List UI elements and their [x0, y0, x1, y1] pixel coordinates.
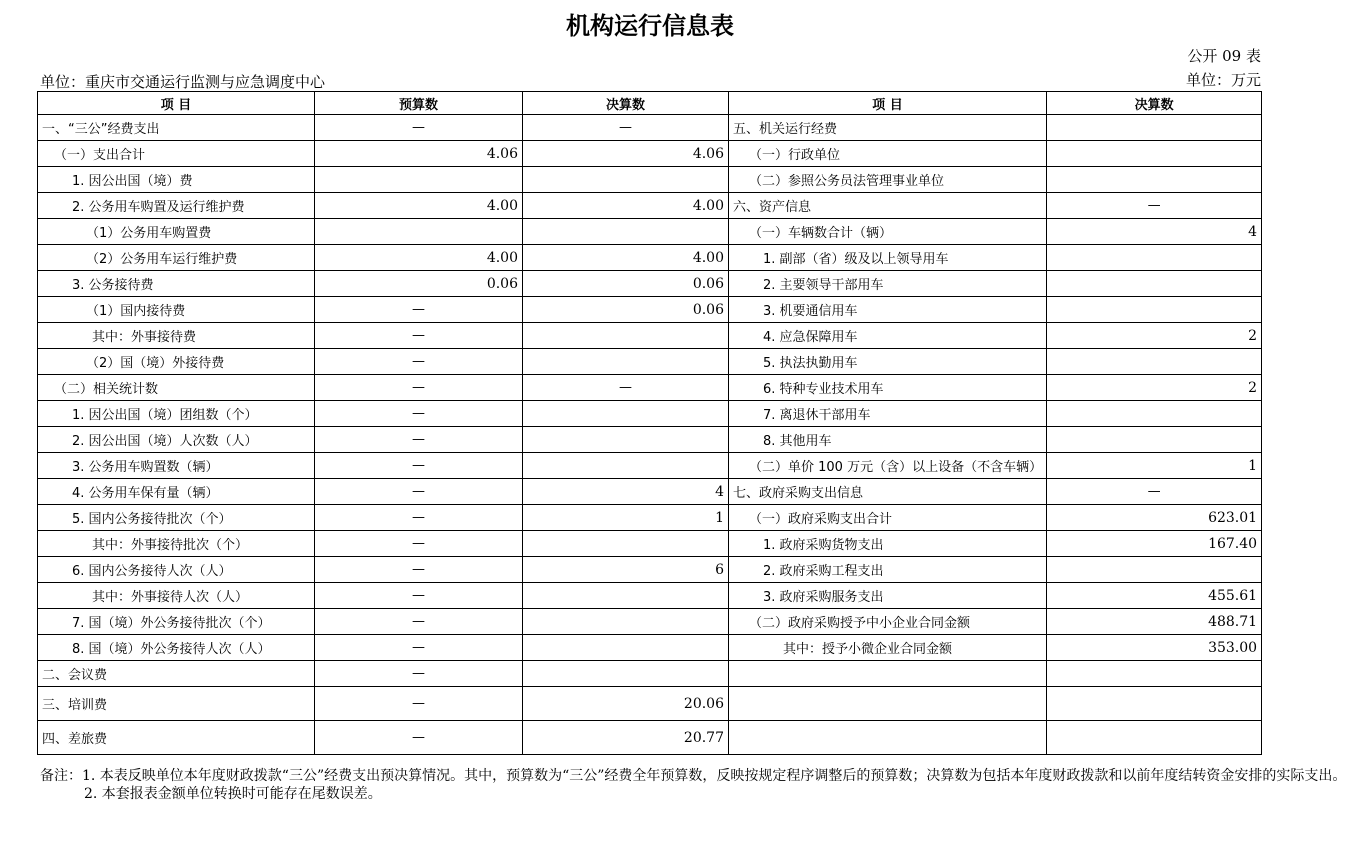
right-row-label [729, 661, 1047, 687]
budget-cell: — [315, 505, 523, 531]
header-item-right: 项 目 [729, 92, 1047, 115]
right-row-label [729, 721, 1047, 755]
final-cell [523, 609, 729, 635]
right-row-label: 五、机关运行经费 [729, 115, 1047, 141]
right-final-cell [1047, 115, 1262, 141]
right-row-label [729, 687, 1047, 721]
row-label: 一、“三公”经费支出 [38, 115, 315, 141]
final-cell: 20.06 [523, 687, 729, 721]
table-row [38, 505, 1262, 531]
table-row [38, 687, 1262, 721]
table-row [38, 323, 1262, 349]
header-final-right: 决算数 [1047, 92, 1262, 115]
final-cell: 4 [523, 479, 729, 505]
table-row [38, 609, 1262, 635]
final-cell [523, 583, 729, 609]
row-label: 四、差旅费 [38, 721, 315, 755]
row-label: 其中：外事接待批次（个） [38, 531, 315, 557]
budget-cell: 4.00 [315, 245, 523, 271]
row-label: 1. 因公出国（境）团组数（个） [38, 401, 315, 427]
right-final-cell: 623.01 [1047, 505, 1262, 531]
row-label: 5. 国内公务接待批次（个） [38, 505, 315, 531]
budget-cell: — [315, 479, 523, 505]
final-cell: 4.00 [523, 193, 729, 219]
right-final-cell [1047, 687, 1262, 721]
form-code: 公开 09 表 [1187, 47, 1261, 65]
right-final-cell: 2 [1047, 375, 1262, 401]
right-row-label: 3. 机要通信用车 [729, 297, 1047, 323]
row-label: 7. 国（境）外公务接待批次（个） [38, 609, 315, 635]
notes [40, 767, 1357, 803]
table-row [38, 531, 1262, 557]
row-label: 其中：外事接待费 [38, 323, 315, 349]
table-row [38, 401, 1262, 427]
right-row-label: 2. 主要领导干部用车 [729, 271, 1047, 297]
right-row-label: （二）单价 100 万元（含）以上设备（不含车辆） [729, 453, 1047, 479]
right-final-cell [1047, 721, 1262, 755]
right-final-cell [1047, 661, 1262, 687]
final-cell: 1 [523, 505, 729, 531]
right-row-label: （一）政府采购支出合计 [729, 505, 1047, 531]
right-row-label: 5. 执法执勤用车 [729, 349, 1047, 375]
right-row-label: 3. 政府采购服务支出 [729, 583, 1047, 609]
page-title: 机构运行信息表 [566, 12, 734, 40]
row-label: 2. 公务用车购置及运行维护费 [38, 193, 315, 219]
row-label: （1）公务用车购置费 [38, 219, 315, 245]
right-final-cell [1047, 271, 1262, 297]
budget-cell: — [315, 297, 523, 323]
info-table [37, 91, 1262, 755]
budget-cell: 0.06 [315, 271, 523, 297]
note-line-2: 2. 本套报表金额单位转换时可能存在尾数误差。 [84, 786, 382, 802]
row-label: 3. 公务接待费 [38, 271, 315, 297]
table-body [38, 115, 1262, 755]
right-final-cell: 353.00 [1047, 635, 1262, 661]
final-cell: 0.06 [523, 297, 729, 323]
budget-cell: 4.00 [315, 193, 523, 219]
budget-cell: — [315, 349, 523, 375]
right-final-cell: — [1047, 479, 1262, 505]
table-row [38, 297, 1262, 323]
table-row [38, 115, 1262, 141]
table-row [38, 141, 1262, 167]
header-final: 决算数 [523, 92, 729, 115]
header-item: 项 目 [38, 92, 315, 115]
right-row-label: 4. 应急保障用车 [729, 323, 1047, 349]
row-label: 3. 公务用车购置数（辆） [38, 453, 315, 479]
right-final-cell: 488.71 [1047, 609, 1262, 635]
row-label: 1. 因公出国（境）费 [38, 167, 315, 193]
right-final-cell: 167.40 [1047, 531, 1262, 557]
table-row [38, 557, 1262, 583]
budget-cell: — [315, 323, 523, 349]
table-row [38, 427, 1262, 453]
right-row-label: 7. 离退休干部用车 [729, 401, 1047, 427]
table-row [38, 219, 1262, 245]
final-cell [523, 323, 729, 349]
right-final-cell: 1 [1047, 453, 1262, 479]
final-cell [523, 219, 729, 245]
final-cell [523, 661, 729, 687]
right-final-cell: 455.61 [1047, 583, 1262, 609]
final-cell: — [523, 375, 729, 401]
right-final-cell [1047, 557, 1262, 583]
budget-cell: — [315, 583, 523, 609]
right-row-label: （一）行政单位 [729, 141, 1047, 167]
final-cell [523, 349, 729, 375]
final-cell [523, 531, 729, 557]
table-row [38, 721, 1262, 755]
budget-cell: — [315, 115, 523, 141]
final-cell [523, 401, 729, 427]
row-label: （1）国内接待费 [38, 297, 315, 323]
row-label: 其中：外事接待人次（人） [38, 583, 315, 609]
table-row [38, 661, 1262, 687]
final-cell: 6 [523, 557, 729, 583]
row-label: 4. 公务用车保有量（辆） [38, 479, 315, 505]
budget-cell: — [315, 453, 523, 479]
right-row-label: 2. 政府采购工程支出 [729, 557, 1047, 583]
budget-cell: — [315, 687, 523, 721]
right-final-cell: — [1047, 193, 1262, 219]
budget-cell: — [315, 531, 523, 557]
table-row [38, 245, 1262, 271]
final-cell [523, 167, 729, 193]
right-final-cell [1047, 427, 1262, 453]
budget-cell: — [315, 427, 523, 453]
budget-cell [315, 167, 523, 193]
row-label: （一）支出合计 [38, 141, 315, 167]
table-row [38, 167, 1262, 193]
table-row [38, 583, 1262, 609]
right-row-label: （二）政府采购授予中小企业合同金额 [729, 609, 1047, 635]
right-final-cell [1047, 141, 1262, 167]
table-row [38, 193, 1262, 219]
table-row [38, 635, 1262, 661]
budget-cell: — [315, 375, 523, 401]
right-row-label: 六、资产信息 [729, 193, 1047, 219]
right-final-cell [1047, 349, 1262, 375]
header-budget: 预算数 [315, 92, 523, 115]
table-row [38, 375, 1262, 401]
right-row-label: 6. 特种专业技术用车 [729, 375, 1047, 401]
right-final-cell: 2 [1047, 323, 1262, 349]
final-cell [523, 453, 729, 479]
table-header-row [38, 92, 1262, 115]
row-label: （2）国（境）外接待费 [38, 349, 315, 375]
row-label: 2. 因公出国（境）人次数（人） [38, 427, 315, 453]
budget-cell: — [315, 557, 523, 583]
budget-cell: — [315, 401, 523, 427]
right-row-label: 8. 其他用车 [729, 427, 1047, 453]
right-row-label: 七、政府采购支出信息 [729, 479, 1047, 505]
right-final-cell [1047, 297, 1262, 323]
right-final-cell: 4 [1047, 219, 1262, 245]
table-row [38, 349, 1262, 375]
row-label: 8. 国（境）外公务接待人次（人） [38, 635, 315, 661]
row-label: 三、培训费 [38, 687, 315, 721]
right-final-cell [1047, 245, 1262, 271]
table-row [38, 453, 1262, 479]
table-row [38, 271, 1262, 297]
final-cell [523, 635, 729, 661]
right-final-cell [1047, 401, 1262, 427]
note-line-1: 备注：1. 本表反映单位本年度财政拨款“三公”经费支出预决算情况。其中，预算数为“三公”经费全年预算数，反映按规定程序调整后的预算数；决算数为包括本年度财政拨款和以前年度结转资金安排的实际支出。 [40, 768, 1347, 784]
final-cell: 4.06 [523, 141, 729, 167]
final-cell: — [523, 115, 729, 141]
budget-cell: — [315, 661, 523, 687]
budget-cell: — [315, 609, 523, 635]
reporting-unit: 单位：重庆市交通运行监测与应急调度中心 [40, 73, 326, 91]
row-label: （二）相关统计数 [38, 375, 315, 401]
budget-cell: — [315, 635, 523, 661]
right-row-label: 其中：授予小微企业合同金额 [729, 635, 1047, 661]
right-row-label: 1. 政府采购货物支出 [729, 531, 1047, 557]
final-cell [523, 427, 729, 453]
final-cell: 0.06 [523, 271, 729, 297]
row-label: 6. 国内公务接待人次（人） [38, 557, 315, 583]
right-final-cell [1047, 167, 1262, 193]
row-label: 二、会议费 [38, 661, 315, 687]
final-cell: 20.77 [523, 721, 729, 755]
final-cell: 4.00 [523, 245, 729, 271]
row-label: （2）公务用车运行维护费 [38, 245, 315, 271]
budget-cell: — [315, 721, 523, 755]
currency-unit: 单位：万元 [1185, 71, 1261, 89]
budget-cell [315, 219, 523, 245]
right-row-label: （一）车辆数合计（辆） [729, 219, 1047, 245]
right-row-label: 1. 副部（省）级及以上领导用车 [729, 245, 1047, 271]
table-row [38, 479, 1262, 505]
budget-cell: 4.06 [315, 141, 523, 167]
right-row-label: （二）参照公务员法管理事业单位 [729, 167, 1047, 193]
